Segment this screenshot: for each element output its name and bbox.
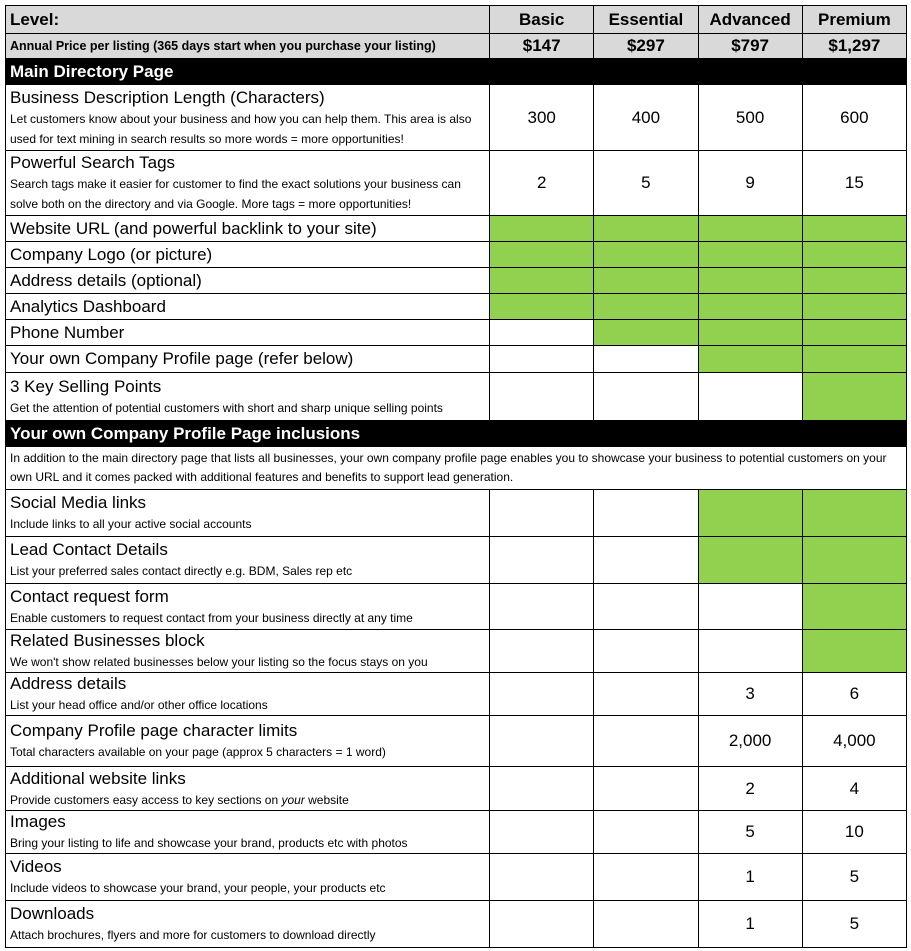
feature-title: Your own Company Profile page (refer below) [10, 349, 354, 368]
feature-title: Videos [10, 857, 62, 876]
plan-cell-basic [490, 537, 594, 584]
plan-cell-advanced [698, 373, 802, 421]
feature-cell [6, 242, 490, 268]
included-cell-essential [594, 242, 698, 268]
feature-row-company-profile-page-character-limits [6, 716, 907, 767]
plan-cell-basic [490, 346, 594, 373]
feature-description: Include links to all your active social accounts [10, 517, 252, 531]
feature-title: Additional website links [10, 768, 186, 788]
section-title: Your own Company Profile Page inclusions [6, 421, 907, 447]
included-cell-advanced [698, 537, 802, 584]
feature-row-3-key-selling-points [6, 373, 907, 421]
feature-title: Downloads [10, 904, 95, 923]
plan-cell-advanced: 9 [698, 151, 802, 216]
level-label: Level: [6, 6, 490, 34]
included-cell-basic [490, 242, 594, 268]
feature-description: List your head office and/or other office locations [10, 698, 268, 712]
included-cell-premium [802, 630, 906, 673]
feature-title: Social Media links [10, 493, 147, 512]
feature-cell [6, 584, 490, 630]
plan-cell-advanced: 5 [698, 811, 802, 854]
included-cell-advanced [698, 346, 802, 373]
feature-description: Get the attention of potential customers with short and sharp unique selling points [10, 400, 443, 415]
plan-cell-premium: 4 [802, 767, 906, 811]
plan-cell-basic [490, 716, 594, 767]
feature-cell [6, 716, 490, 767]
feature-description: Let customers know about your business and how you can help them. This area is also used for text mining in search results so more words = more opportunities! [10, 111, 472, 146]
feature-row-related-businesses-block [6, 630, 907, 673]
feature-cell [6, 85, 490, 151]
included-cell-advanced [698, 490, 802, 537]
feature-title: Powerful Search Tags [10, 153, 176, 172]
plan-cell-basic: 300 [490, 85, 594, 151]
included-cell-premium [802, 320, 906, 346]
feature-cell [6, 901, 490, 948]
plan-cell-essential [594, 673, 698, 716]
plan-cell-essential [594, 901, 698, 948]
description-part: website [304, 792, 349, 807]
feature-row-images [6, 811, 907, 854]
price-essential: $297 [594, 34, 698, 59]
feature-cell [6, 767, 490, 811]
feature-title: Address details (optional) [10, 270, 202, 290]
feature-row-website-url-and-powerful-backlink-to-your-site [6, 216, 907, 242]
feature-description: Bring your listing to life and showcase your brand, products etc with photos [10, 836, 408, 850]
included-cell-essential [594, 320, 698, 346]
included-cell-advanced [698, 216, 802, 242]
plan-cell-essential: 400 [594, 85, 698, 151]
plan-cell-advanced: 500 [698, 85, 802, 151]
feature-title: Related Businesses block [10, 631, 205, 650]
feature-row-business-description-length-characters [6, 85, 907, 151]
included-cell-premium [802, 584, 906, 630]
feature-row-social-media-links [6, 490, 907, 537]
plan-cell-premium: 5 [802, 854, 906, 901]
price-advanced: $797 [698, 34, 802, 59]
plan-cell-basic [490, 490, 594, 537]
feature-title: Images [10, 812, 66, 831]
feature-row-videos [6, 854, 907, 901]
feature-title: Company Logo (or picture) [10, 244, 213, 264]
plan-cell-essential [594, 854, 698, 901]
included-cell-basic [490, 268, 594, 294]
plan-cell-premium: 600 [802, 85, 906, 151]
feature-title: Analytics Dashboard [10, 296, 166, 316]
included-cell-premium [802, 216, 906, 242]
plan-cell-essential [594, 537, 698, 584]
plan-cell-basic [490, 373, 594, 421]
plan-cell-basic: 2 [490, 151, 594, 216]
plan-cell-essential [594, 630, 698, 673]
section-header-row [6, 421, 907, 447]
plan-cell-essential [594, 716, 698, 767]
feature-row-company-logo-or-picture [6, 242, 907, 268]
plan-cell-basic [490, 901, 594, 948]
plan-cell-premium: 5 [802, 901, 906, 948]
plan-cell-essential [594, 346, 698, 373]
feature-title: Phone Number [10, 322, 125, 342]
feature-description [10, 790, 489, 810]
included-cell-premium [802, 294, 906, 320]
price-row [6, 34, 907, 59]
feature-cell [6, 854, 490, 901]
feature-cell [6, 490, 490, 537]
plan-cell-premium: 4,000 [802, 716, 906, 767]
pricing-comparison-table [5, 5, 907, 948]
plan-basic: Basic [490, 6, 594, 34]
included-cell-premium [802, 490, 906, 537]
plan-cell-premium: 10 [802, 811, 906, 854]
included-cell-premium [802, 268, 906, 294]
feature-title: Contact request form [10, 586, 169, 606]
feature-title: 3 Key Selling Points [10, 376, 162, 396]
feature-title: Lead Contact Details [10, 540, 168, 559]
feature-cell [6, 537, 490, 584]
plan-cell-advanced: 1 [698, 901, 802, 948]
plan-cell-premium: 15 [802, 151, 906, 216]
description-part: Provide customers easy access to key sections on [10, 792, 282, 807]
included-cell-advanced [698, 268, 802, 294]
plan-cell-advanced [698, 630, 802, 673]
feature-row-lead-contact-details [6, 537, 907, 584]
plan-cell-essential [594, 811, 698, 854]
feature-row-additional-website-links [6, 767, 907, 811]
section-intro-row [6, 447, 907, 490]
plan-essential: Essential [594, 6, 698, 34]
feature-row-your-own-company-profile-page-refer-below [6, 346, 907, 373]
plan-cell-essential [594, 373, 698, 421]
feature-cell [6, 346, 490, 373]
included-cell-essential [594, 294, 698, 320]
plan-cell-advanced: 1 [698, 854, 802, 901]
included-cell-premium [802, 242, 906, 268]
feature-description: Include videos to showcase your brand, your people, your products etc [10, 881, 386, 895]
feature-cell [6, 373, 490, 421]
feature-description: Attach brochures, flyers and more for customers to download directly [10, 928, 376, 942]
feature-cell [6, 294, 490, 320]
feature-row-powerful-search-tags [6, 151, 907, 216]
plan-cell-basic [490, 584, 594, 630]
included-cell-advanced [698, 320, 802, 346]
included-cell-advanced [698, 242, 802, 268]
feature-row-phone-number [6, 320, 907, 346]
section-intro-text: In addition to the main directory page that lists all businesses, your own company profile page enables you to showcase your business to potential customers on your own URL and it comes packed with additional features and benefits to support lead generation. [6, 447, 907, 490]
feature-title: Website URL (and powerful backlink to your site) [10, 218, 377, 238]
price-basic: $147 [490, 34, 594, 59]
feature-row-downloads [6, 901, 907, 948]
plan-cell-essential [594, 490, 698, 537]
price-premium: $1,297 [802, 34, 906, 59]
feature-row-address-details [6, 673, 907, 716]
plan-header-row [6, 6, 907, 34]
feature-description: List your preferred sales contact directly e.g. BDM, Sales rep etc [10, 564, 353, 578]
feature-cell [6, 216, 490, 242]
feature-title: Company Profile page character limits [10, 721, 298, 740]
feature-description: Total characters available on your page (approx 5 characters = 1 word) [10, 745, 386, 759]
plan-cell-basic [490, 320, 594, 346]
plan-advanced: Advanced [698, 6, 802, 34]
feature-cell [6, 630, 490, 673]
feature-row-analytics-dashboard [6, 294, 907, 320]
feature-row-contact-request-form [6, 584, 907, 630]
feature-description: Enable customers to request contact from your business directly at any time [10, 610, 413, 625]
feature-description: We won't show related businesses below your listing so the focus stays on you [10, 655, 428, 669]
included-cell-basic [490, 216, 594, 242]
plan-cell-essential: 5 [594, 151, 698, 216]
plan-cell-essential [594, 584, 698, 630]
feature-title: Business Description Length (Characters) [10, 87, 325, 107]
section-title: Main Directory Page [6, 59, 907, 85]
included-cell-basic [490, 294, 594, 320]
feature-cell [6, 673, 490, 716]
plan-cell-advanced: 3 [698, 673, 802, 716]
plan-cell-advanced: 2 [698, 767, 802, 811]
feature-cell [6, 151, 490, 216]
plan-cell-basic [490, 673, 594, 716]
included-cell-essential [594, 268, 698, 294]
plan-cell-basic [490, 630, 594, 673]
plan-cell-premium: 6 [802, 673, 906, 716]
feature-cell [6, 811, 490, 854]
included-cell-premium [802, 346, 906, 373]
plan-cell-essential [594, 767, 698, 811]
plan-cell-basic [490, 767, 594, 811]
plan-cell-advanced [698, 584, 802, 630]
plan-premium: Premium [802, 6, 906, 34]
description-part: your [281, 792, 305, 807]
plan-cell-basic [490, 854, 594, 901]
price-label: Annual Price per listing (365 days start when you purchase your listing) [6, 34, 490, 59]
included-cell-advanced [698, 294, 802, 320]
feature-row-address-details-optional [6, 268, 907, 294]
included-cell-premium [802, 537, 906, 584]
plan-cell-advanced: 2,000 [698, 716, 802, 767]
plan-cell-basic [490, 811, 594, 854]
feature-cell [6, 320, 490, 346]
feature-description: Search tags make it easier for customer to find the exact solutions your business can solve both on the directory and via Google. More tags = more opportunities! [10, 177, 461, 211]
section-header-row [6, 59, 907, 85]
feature-title: Address details [10, 674, 127, 693]
feature-cell [6, 268, 490, 294]
included-cell-premium [802, 373, 906, 421]
included-cell-essential [594, 216, 698, 242]
